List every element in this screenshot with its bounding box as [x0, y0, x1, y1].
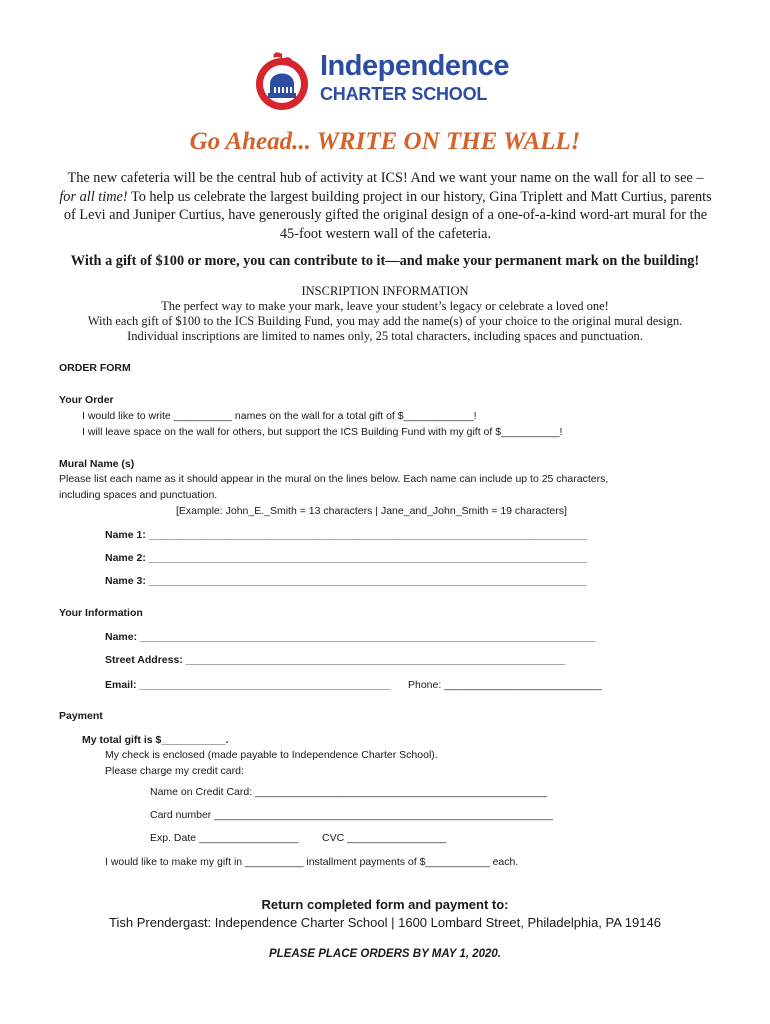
- card-number-field[interactable]: Card number __________________________________________________________: [150, 809, 553, 821]
- name-2-field[interactable]: Name 2: ___________________________________________________________________________: [105, 552, 587, 564]
- credit-card-option[interactable]: Please charge my credit card:: [105, 765, 244, 777]
- payment-heading: Payment: [59, 710, 103, 722]
- street-address-field[interactable]: Street Address: _________________________________________________________________: [105, 654, 566, 666]
- your-order-heading: Your Order: [59, 394, 114, 406]
- logo-title: Independence: [320, 50, 509, 82]
- cvc-field[interactable]: CVC _________________: [322, 832, 447, 844]
- name-1-field[interactable]: Name 1: ___________________________________________________________________________: [105, 529, 587, 541]
- mural-instructions-cont: including spaces and punctuation.: [59, 489, 218, 501]
- page-headline: Go Ahead... WRITE ON THE WALL!: [189, 128, 581, 155]
- mural-example: [Example: John_E._Smith = 13 characters | Jane_and_John_Smith = 19 characters]: [176, 505, 567, 517]
- check-enclosed-option[interactable]: My check is enclosed (made payable to Independence Charter School).: [105, 749, 438, 761]
- exp-date-field[interactable]: Exp. Date _________________: [150, 832, 299, 844]
- school-logo: [252, 46, 522, 112]
- apple-bell-icon: [252, 46, 314, 112]
- inscription-title: INSCRIPTION INFORMATION: [301, 284, 469, 298]
- inscription-line: The perfect way to make your mark, leave your student’s legacy or celebrate a loved one!: [161, 299, 609, 313]
- gift-callout: With a gift of $100 or more, you can contribute to it—and make your permanent mark on the building!: [70, 253, 700, 269]
- return-heading: Return completed form and payment to:: [261, 897, 509, 912]
- inscription-line: Individual inscriptions are limited to names only, 25 total characters, including spaces and punctuation.: [127, 329, 643, 343]
- phone-field[interactable]: Phone: ___________________________: [408, 679, 602, 691]
- return-address: Tish Prendergast: Independence Charter School | 1600 Lombard Street, Philadelphia, PA 19146: [109, 915, 661, 930]
- mural-instructions: Please list each name as it should appear in the mural on the lines below. Each name can include up to 25 characters,: [59, 473, 609, 485]
- order-names-line: I would like to write __________ names on the wall for a total gift of $____________!: [82, 410, 477, 422]
- info-heading: Your Information: [59, 607, 143, 619]
- intro-paragraph: [58, 169, 713, 243]
- inscription-line: With each gift of $100 to the ICS Building Fund, you may add the name(s) of your choice to the original mural design.: [87, 314, 683, 328]
- order-form-title: ORDER FORM: [59, 362, 131, 374]
- name-3-field[interactable]: Name 3: ___________________________________________________________________________: [105, 575, 587, 587]
- email-field[interactable]: Email: ___________________________________________: [105, 679, 391, 691]
- name-field[interactable]: Name: ______________________________________________________________________________: [105, 631, 596, 643]
- installment-field[interactable]: I would like to make my gift in __________ installment payments of $___________ each.: [105, 856, 519, 868]
- card-name-field[interactable]: Name on Credit Card: __________________________________________________: [150, 786, 548, 798]
- logo-subtitle: CHARTER SCHOOL: [320, 84, 488, 104]
- intro-text-2: To help us celebrate the largest building project in our history, Gina Triplett and Matt Curtius, parents of Levi and Juniper Curtius, have generously gifted the original design of a one-of-a-kind word-art mural for the 45-foot western wall of the cafeteria.: [63, 188, 712, 242]
- total-gift-field[interactable]: My total gift is $___________.: [82, 734, 229, 746]
- mural-heading: Mural Name (s): [59, 458, 135, 470]
- order-deadline: PLEASE PLACE ORDERS BY MAY 1, 2020.: [269, 948, 501, 960]
- order-support-line: I will leave space on the wall for others, but support the ICS Building Fund with my gift of $__________!: [82, 426, 563, 438]
- intro-italic: for all time!: [59, 188, 128, 205]
- intro-text-1: The new cafeteria will be the central hub of activity at ICS! And we want your name on the wall for all to see –: [67, 170, 704, 186]
